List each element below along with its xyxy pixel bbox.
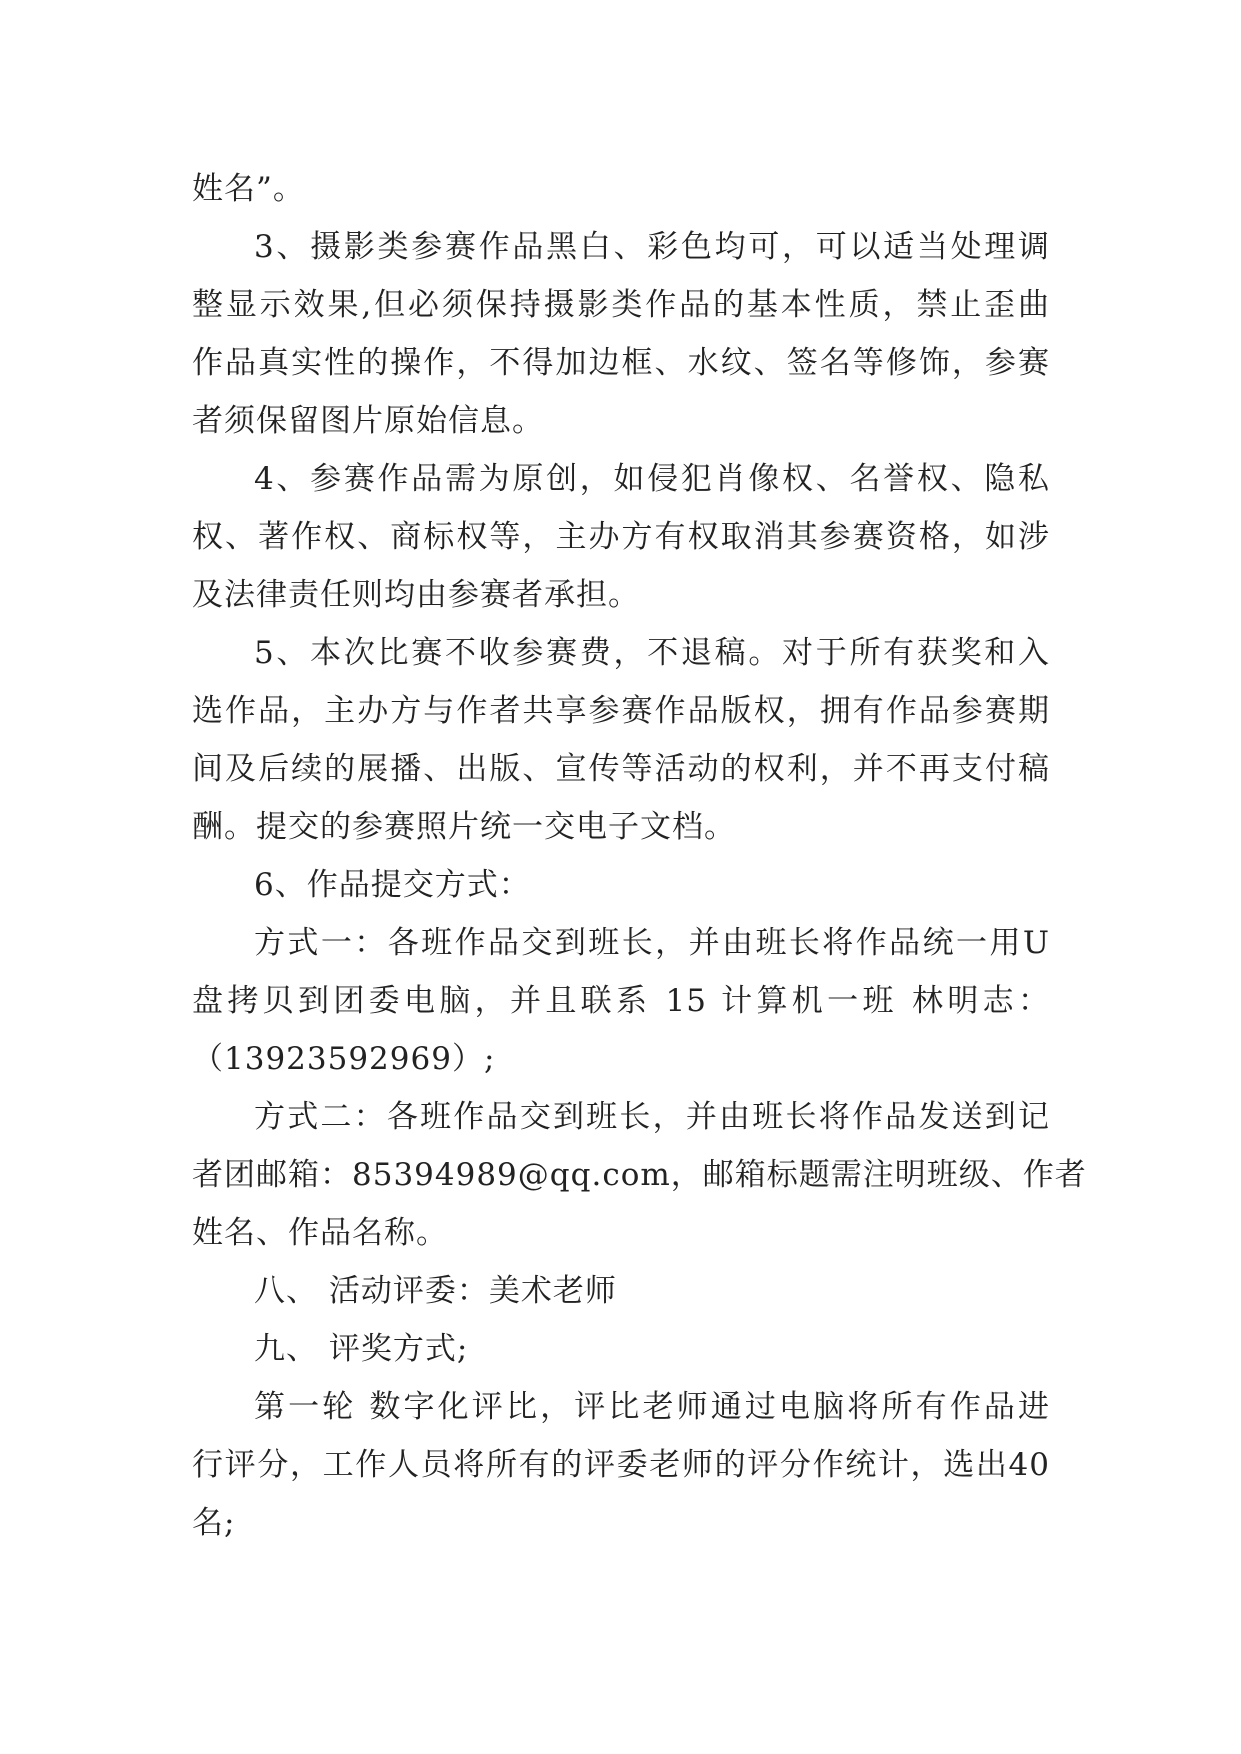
- text-line: （13923592969）;: [192, 1041, 496, 1077]
- text-line: 选作品，主办方与作者共享参赛作品版权，拥有作品参赛期: [192, 693, 1050, 729]
- text-line: 行评分，工作人员将所有的评委老师的评分作统计，选出40: [192, 1447, 1050, 1483]
- text-line: 盘拷贝到团委电脑，并且联系 15 计算机一班 林明志：: [192, 983, 1050, 1019]
- text-line: 方式二：各班作品交到班长，并由班长将作品发送到记: [254, 1099, 1050, 1135]
- text-line: 整显示效果,但必须保持摄影类作品的基本性质，禁止歪曲: [192, 287, 1050, 323]
- text-line: 者团邮箱：85394989@qq.com，邮箱标题需注明班级、作者: [192, 1157, 1087, 1193]
- text-line: 酬。提交的参赛照片统一交电子文档。: [192, 809, 736, 845]
- text-line: 方式一：各班作品交到班长，并由班长将作品统一用U: [254, 925, 1050, 961]
- text-line: 间及后续的展播、出版、宣传等活动的权利，并不再支付稿: [192, 751, 1050, 787]
- text-line: 名;: [192, 1505, 236, 1541]
- text-line: 姓名”。: [192, 171, 305, 207]
- document-body: [192, 160, 1087, 1552]
- text-line: 第一轮 数字化评比，评比老师通过电脑将所有作品进: [254, 1389, 1050, 1425]
- text-line: 6、作品提交方式：: [254, 867, 531, 903]
- text-line: 八、 活动评委：美术老师: [254, 1273, 617, 1309]
- text-line: 及法律责任则均由参赛者承担。: [192, 577, 640, 613]
- text-line: 九、 评奖方式;: [254, 1331, 469, 1367]
- text-line: 4、参赛作品需为原创，如侵犯肖像权、名誉权、隐私: [254, 461, 1050, 497]
- text-line: 者须保留图片原始信息。: [192, 403, 544, 439]
- text-line: 姓名、作品名称。: [192, 1215, 448, 1251]
- text-line: 3、摄影类参赛作品黑白、彩色均可，可以适当处理调: [254, 229, 1050, 265]
- text-line: 作品真实性的操作，不得加边框、水纹、签名等修饰，参赛: [192, 345, 1050, 381]
- text-line: 权、著作权、商标权等，主办方有权取消其参赛资格，如涉: [192, 519, 1050, 555]
- text-line: 5、本次比赛不收参赛费，不退稿。对于所有获奖和入: [254, 635, 1050, 671]
